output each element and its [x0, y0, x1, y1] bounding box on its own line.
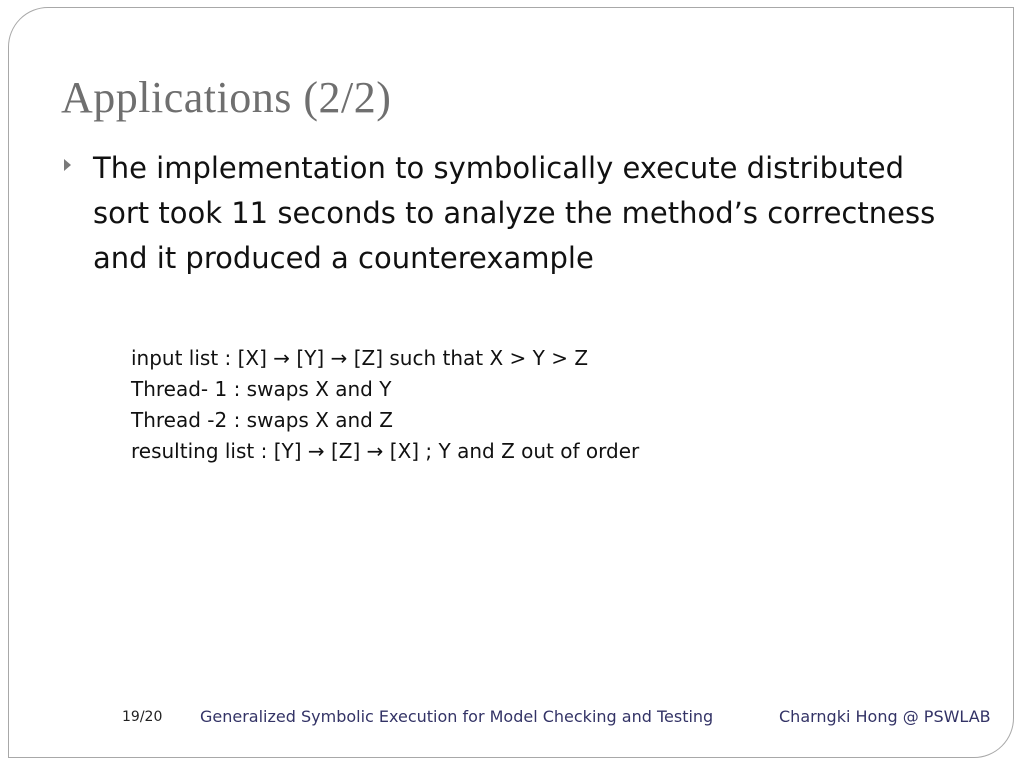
bullet-arrow-icon: [64, 159, 71, 171]
bullet-text: The implementation to symbolically execute distributed sort took 11 seconds to analyze the method’s correctness and it produced a counterexample: [93, 151, 936, 275]
slide-title: Applications (2/2): [61, 73, 392, 122]
example-line-thread-2: Thread -2 : swaps X and Z: [131, 408, 393, 432]
counterexample-block: [131, 343, 639, 467]
footer-author: Charngki Hong @ PSWLAB: [779, 707, 991, 726]
footer-title: Generalized Symbolic Execution for Model Checking and Testing: [200, 707, 714, 726]
page-number: 19/20: [122, 709, 163, 725]
example-line-input: input list : [X] → [Y] → [Z] such that X > Y > Z: [131, 346, 589, 370]
example-line-result: resulting list : [Y] → [Z] → [X] ; Y and Z out of order: [131, 439, 640, 463]
example-line-thread-1: Thread- 1 : swaps X and Y: [131, 377, 392, 401]
